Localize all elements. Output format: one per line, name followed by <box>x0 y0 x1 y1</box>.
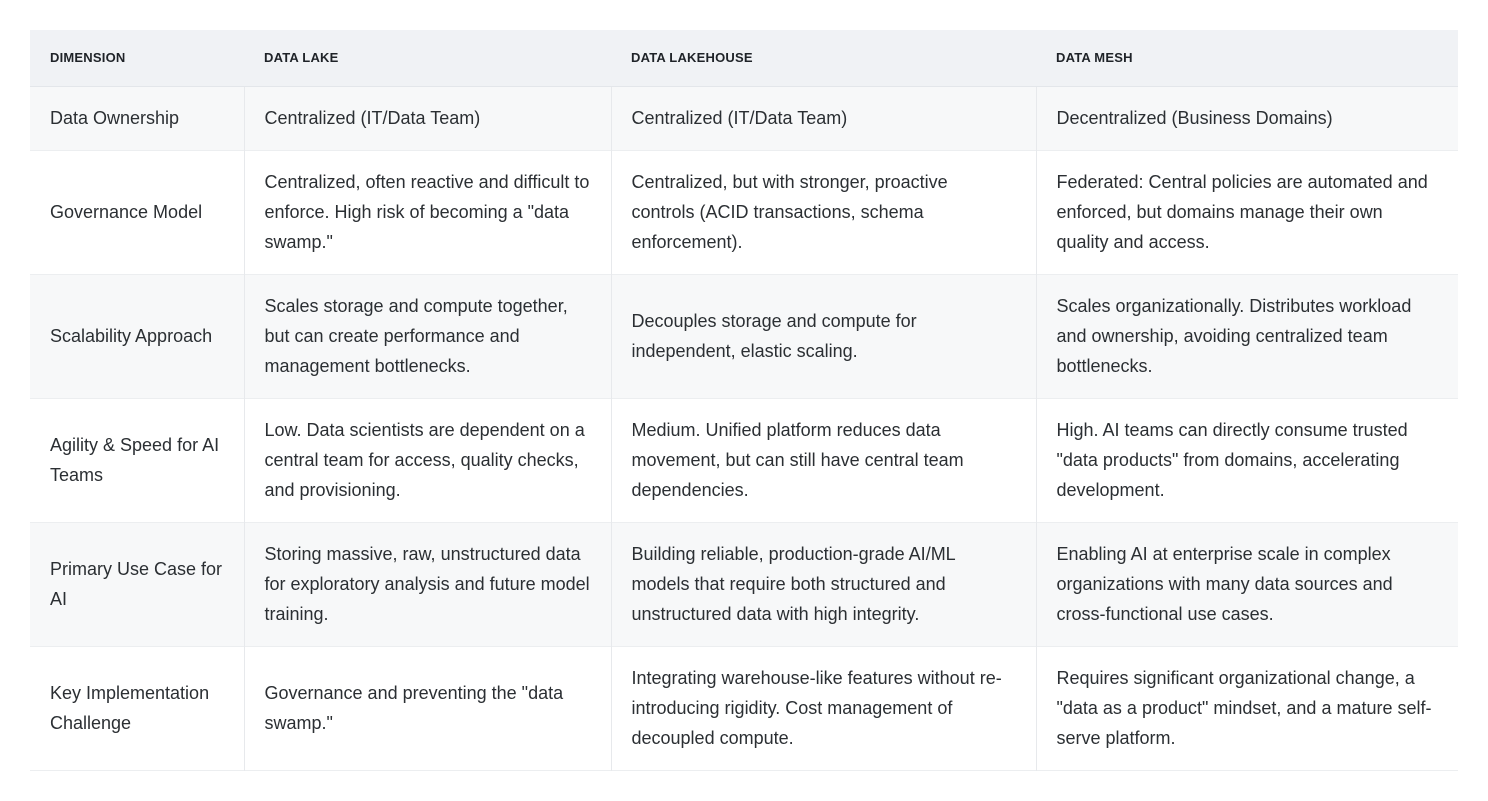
table-row <box>30 86 1458 150</box>
cell-data-lakehouse: Decouples storage and compute for independent, elastic scaling. <box>611 274 1036 398</box>
cell-data-lake: Centralized (IT/Data Team) <box>244 86 611 150</box>
cell-data-mesh: Federated: Central policies are automated and enforced, but domains manage their own quality and access. <box>1056 172 1428 252</box>
comparison-table <box>30 30 1458 771</box>
table-row <box>30 522 1458 646</box>
cell-data-lakehouse: Centralized, but with stronger, proactive controls (ACID transactions, schema enforcement). <box>611 150 1036 274</box>
comparison-table-container <box>30 30 1458 771</box>
cell-data-lake: Governance and preventing the "data swamp." <box>244 646 611 770</box>
header-row <box>30 30 1458 86</box>
cell-dimension: Agility & Speed for AI Teams <box>30 398 244 522</box>
table-row <box>30 398 1458 522</box>
cell-data-lakehouse: Building reliable, production-grade AI/ML models that require both structured and unstructured data with high integrity. <box>611 522 1036 646</box>
table-row <box>30 150 1458 274</box>
cell-data-lake: Centralized, often reactive and difficult to enforce. High risk of becoming a "data swamp." <box>244 150 611 274</box>
header-data-mesh: DATA MESH <box>1036 30 1458 86</box>
cell-data-mesh: Scales organizationally. Distributes workload and ownership, avoiding centralized team bottlenecks. <box>1056 296 1412 376</box>
cell-dimension: Key Implementation Challenge <box>30 646 244 770</box>
cell-dimension: Data Ownership <box>30 86 244 150</box>
cell-data-lake: Scales storage and compute together, but can create performance and management bottlenecks. <box>244 274 611 398</box>
cell-data-lake: Storing massive, raw, unstructured data for exploratory analysis and future model training. <box>244 522 611 646</box>
table-header <box>30 30 1458 86</box>
cell-data-lake: Low. Data scientists are dependent on a central team for access, quality checks, and provisioning. <box>244 398 611 522</box>
cell-dimension: Primary Use Case for AI <box>30 522 244 646</box>
cell-data-mesh: Enabling AI at enterprise scale in complex organizations with many data sources and cross-functional use cases. <box>1056 544 1393 624</box>
cell-data-lakehouse: Centralized (IT/Data Team) <box>611 86 1036 150</box>
header-data-lakehouse: DATA LAKEHOUSE <box>611 30 1036 86</box>
table-row <box>30 274 1458 398</box>
header-dimension: DIMENSION <box>30 30 244 86</box>
cell-data-lakehouse: Integrating warehouse-like features without re-introducing rigidity. Cost management of decoupled compute. <box>611 646 1036 770</box>
cell-dimension: Governance Model <box>30 150 244 274</box>
cell-data-mesh: Requires significant organizational change, a "data as a product" mindset, and a mature self-serve platform. <box>1056 668 1432 748</box>
table-body <box>30 86 1458 770</box>
cell-data-lakehouse: Medium. Unified platform reduces data movement, but can still have central team dependencies. <box>611 398 1036 522</box>
cell-data-mesh: High. AI teams can directly consume trusted "data products" from domains, accelerating development. <box>1056 420 1408 500</box>
cell-dimension: Scalability Approach <box>30 274 244 398</box>
table-row <box>30 646 1458 770</box>
cell-data-mesh: Decentralized (Business Domains) <box>1056 108 1333 128</box>
header-data-lake: DATA LAKE <box>244 30 611 86</box>
